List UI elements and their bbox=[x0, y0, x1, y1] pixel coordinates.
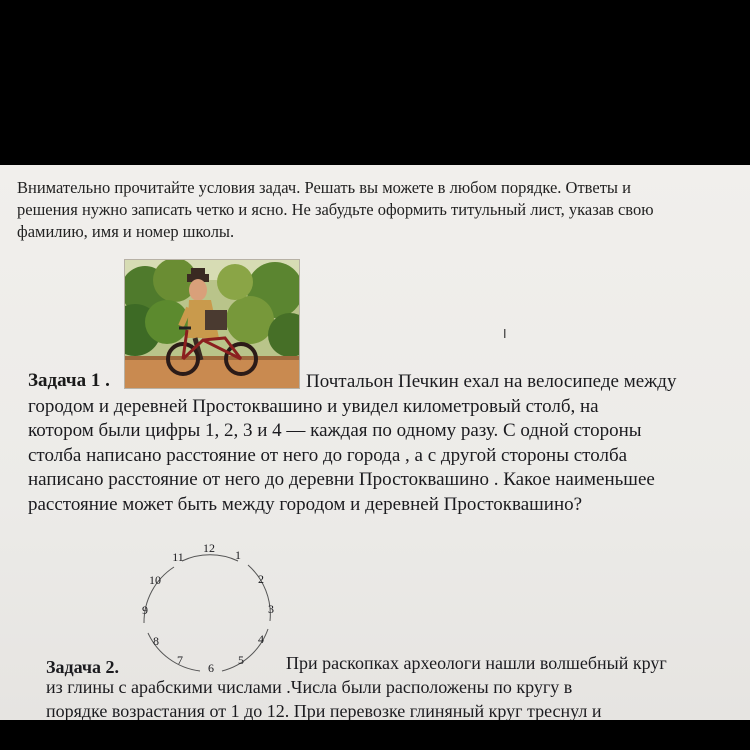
clock-number: 1 bbox=[235, 548, 241, 562]
clock-number: 8 bbox=[153, 634, 159, 648]
clock-number: 9 bbox=[142, 603, 148, 617]
task2-label: Задача 2. bbox=[46, 657, 120, 677]
clock-number: 11 bbox=[172, 550, 184, 564]
task2-line: из глины с арабскими числами .Числа были расположены по кругу в bbox=[46, 677, 573, 697]
intro-line: Внимательно прочитайте условия задач. Решать вы можете в любом порядке. Ответы и bbox=[17, 178, 631, 197]
intro-line: решения нужно записать четко и ясно. Не забудьте оформить титульный лист, указав свою bbox=[17, 200, 654, 219]
task1-line: Почтальон Печкин ехал на велосипеде между bbox=[306, 371, 677, 392]
intro-paragraph bbox=[17, 177, 747, 243]
task1-line: расстояние может быть между городом и деревней Простоквашино? bbox=[28, 493, 583, 515]
text-cursor-icon: I bbox=[503, 327, 507, 341]
clock-number: 12 bbox=[203, 541, 215, 555]
task1-text bbox=[28, 370, 728, 517]
task2-text bbox=[46, 651, 726, 720]
clock-number: 3 bbox=[268, 602, 274, 616]
clock-number: 10 bbox=[149, 573, 161, 587]
document-page bbox=[0, 165, 750, 720]
clock-number: 6 bbox=[208, 661, 214, 675]
task1-line: столба написано расстояние от него до города , а с другой стороны столба bbox=[28, 444, 628, 466]
clock-number: 2 bbox=[258, 572, 264, 586]
clock-number: 5 bbox=[238, 653, 244, 667]
task1-line: городом и деревней Простоквашино и увидел километровый столб, на bbox=[28, 395, 599, 417]
clock-number: 7 bbox=[177, 653, 183, 667]
task2-line: При раскопках археологи нашли волшебный круг bbox=[286, 653, 667, 673]
clock-number: 4 bbox=[258, 632, 264, 646]
task1-label: Задача 1 . bbox=[28, 370, 110, 391]
task2-line: порядке возрастания от 1 до 12. При перевозке глиняный круг треснул и bbox=[46, 701, 602, 720]
task1-line: котором были цифры 1, 2, 3 и 4 — каждая по одному разу. С одной стороны bbox=[28, 420, 642, 441]
intro-line: фамилию, имя и номер школы. bbox=[17, 222, 235, 241]
task1-line: написано расстояние от него до деревни Простоквашино . Какое наименьшее bbox=[28, 469, 655, 490]
clock-arc bbox=[182, 555, 238, 561]
